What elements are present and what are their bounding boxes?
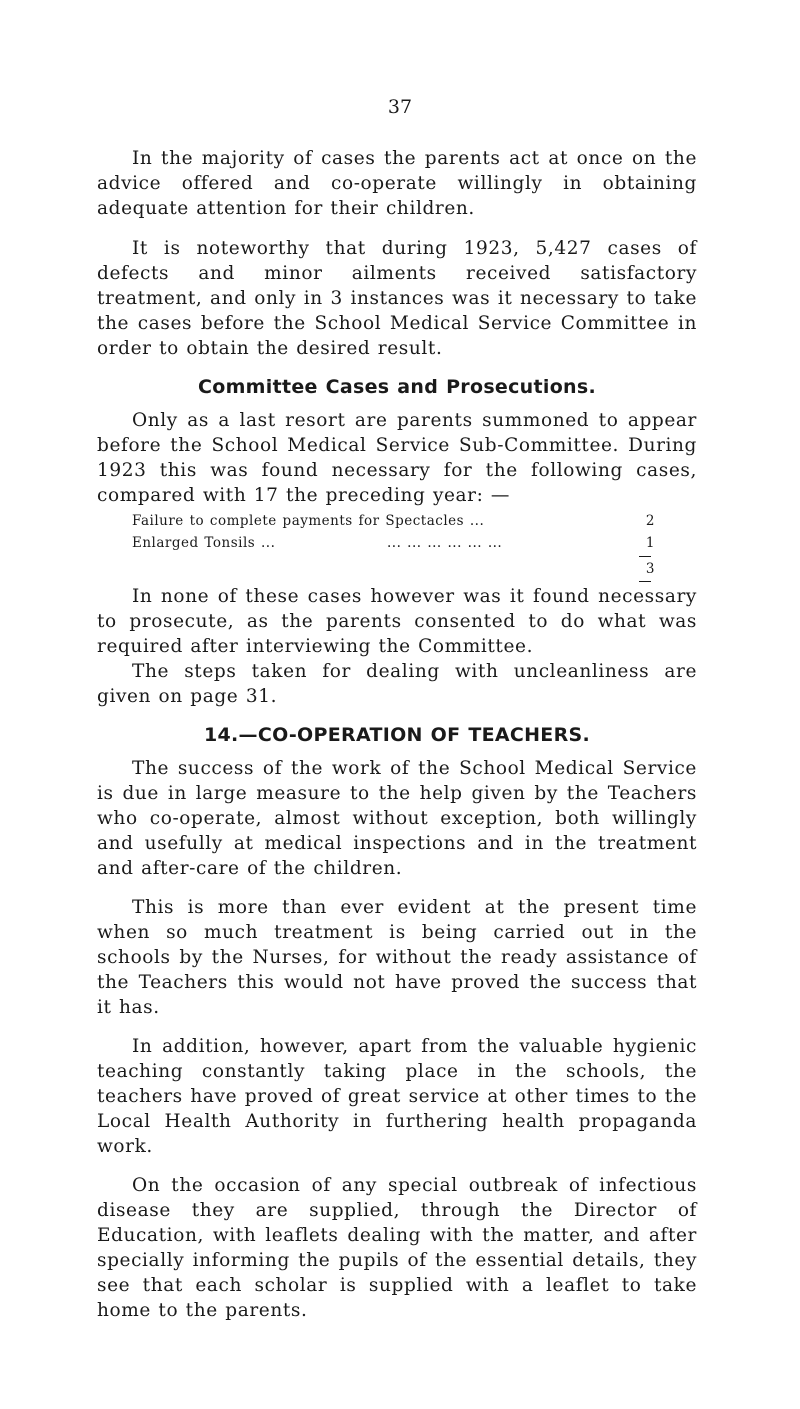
cases-table	[97, 510, 697, 584]
heading-committee-cases: Committee Cases and Prosecutions.	[197, 376, 597, 398]
heading-cooperation-teachers: 14.—CO-OPERATION OF TEACHERS.	[203, 724, 591, 746]
case-total: 3	[645, 561, 655, 577]
paragraph-noteworthy: It is noteworthy that during 1923, 5,427 cases of defects and minor ailments received satisfactory treatment, and only in 3 instances was it necessary to take the cases before the School Medical Service Committee in order to obtain the desired result.	[97, 238, 697, 359]
page-number: 37	[387, 96, 413, 118]
paragraph-uncleanliness: The steps taken for dealing with uncleanliness are given on page 31.	[97, 661, 697, 707]
case-count: 2	[645, 513, 655, 529]
page-content	[97, 146, 697, 1323]
table-row	[97, 532, 697, 554]
paragraph-last-resort: Only as a last resort are parents summoned to appear before the School Medical Service Sub-Committee. During 1923 this was found necessary for the following cases, compared with 17 the preceding year: —	[97, 410, 697, 506]
sum-rule-top	[639, 556, 651, 557]
paragraph-teachers-success: The success of the work of the School Medical Service is due in large measure to the help given by the Teachers who co-operate, almost without exception, both willingly and usefully at medical inspections and in the treatment and after-care of the children.	[97, 758, 697, 879]
paragraph-parents-advice: In the majority of cases the parents act at once on the advice offered and co-operate willingly in obtaining adequate attention for their children.	[97, 148, 697, 219]
paragraph-infectious-disease: On the occasion of any special outbreak of infectious disease they are supplied, through the Director of Education, with leaflets dealing with the matter, and after specially informing the pupils of the essential details, they see that each scholar is supplied with a leaflet to take home to the parents.	[97, 1175, 697, 1321]
case-count: 1	[645, 535, 655, 551]
paragraph-nurses-treatment: This is more than ever evident at the present time when so much treatment is being carried out in the schools by the Nurses, for without the ready assistance of the Teachers this would not have proved the success that it has.	[97, 897, 697, 1018]
case-label: Enlarged Tonsils ...	[132, 535, 276, 551]
sum-rule-bottom	[639, 581, 651, 582]
paragraph-no-prosecution: In none of these cases however was it found necessary to prosecute, as the parents consented to do what was required after interviewing the Committee.	[97, 586, 697, 657]
leader-dots: ... ... ... ... ... ...	[387, 535, 503, 551]
case-label: Failure to complete payments for Spectacles ...	[132, 513, 485, 529]
table-total-row	[97, 554, 697, 584]
paragraph-hygienic-teaching: In addition, however, apart from the valuable hygienic teaching constantly taking place in the schools, the teachers have proved of great service at other times to the Local Health Authority in furthering health propaganda work.	[97, 1036, 697, 1157]
table-row	[97, 510, 697, 532]
